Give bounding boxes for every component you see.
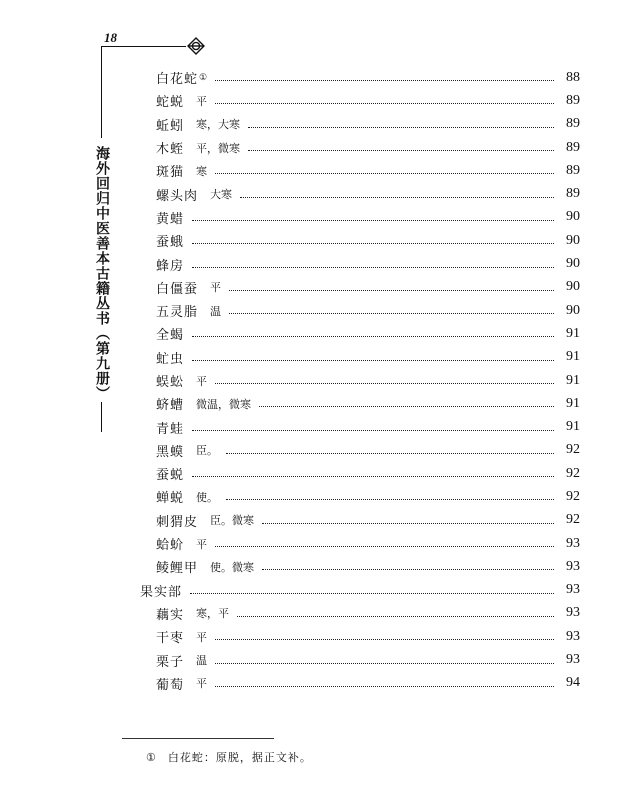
toc-page-number: 88 [566,69,580,85]
toc-entry-note: 寒 [196,164,208,178]
toc-entry-name: 五灵脂 [156,305,199,321]
toc-entry [140,555,580,578]
toc-page-number: 91 [566,349,580,365]
toc-page-number: 89 [566,116,580,132]
toc-entry [140,625,580,648]
toc-entry [140,509,580,532]
toc-page-number: 93 [566,558,580,574]
dot-leader [192,336,554,337]
toc-entry-note: 大寒 [210,188,233,202]
toc-entry-note: 温 [210,304,222,318]
toc-entry-name: 木蛭 [156,142,185,158]
dot-leader [237,616,554,617]
toc-page-number: 93 [566,652,580,668]
toc-page-number: 90 [566,279,580,295]
toc-page-number: 89 [566,186,580,202]
toc-entry-name: 栗子 [156,654,185,670]
toc-page-number: 93 [566,582,580,598]
dot-leader [226,453,554,454]
toc-entry [140,206,580,229]
toc-entry-name: 青蛙 [156,421,185,437]
footnote-rule [122,738,274,739]
toc-page-number: 91 [566,395,580,411]
toc-page-number: 92 [566,512,580,528]
toc-entry-name: 果实部 [140,584,183,600]
dot-leader [215,383,554,384]
toc-entry-name: 刺猬皮 [156,514,199,530]
toc-entry [140,485,580,508]
toc-entry-name: 蛴螬 [156,398,185,414]
toc-page-number: 92 [566,442,580,458]
toc-page-number: 90 [566,256,580,272]
toc-entry-note: 臣。 [196,444,219,458]
toc-entry [140,392,580,415]
dot-leader [215,173,554,174]
toc-entry-note: 平，微寒 [196,141,241,155]
toc-entry [140,136,580,159]
toc-entry [140,252,580,275]
toc-entry [140,322,580,345]
toc-entry-name: 斑猫 [156,165,185,181]
page-number: 18 [104,30,117,45]
ornament-icon [187,37,205,55]
toc-page-number: 90 [566,209,580,225]
toc-entry-name: 蚕蜕 [156,468,185,484]
toc-entry-name: 蝉蜕 [156,491,185,507]
dot-leader [215,546,554,547]
toc-entry-name: 葡萄 [156,677,185,693]
toc-entry [140,66,580,89]
toc-entry [140,672,580,695]
dot-leader [248,150,554,151]
footnote-marker: ① [199,72,208,83]
table-of-contents [140,66,580,695]
dot-leader [192,243,554,244]
toc-entry [140,415,580,438]
toc-page-number: 94 [566,675,580,691]
dot-leader [229,290,554,291]
toc-entry-name: 黑蟆 [156,444,185,460]
toc-entry-note: 寒，大寒 [196,118,241,132]
toc-entry [140,439,580,462]
toc-entry-name: 蚯蚓 [156,118,185,134]
toc-entry [140,299,580,322]
toc-entry [140,113,580,136]
toc-page-number: 89 [566,139,580,155]
toc-entry-name: 黄蜡 [156,211,185,227]
dot-leader [215,80,554,81]
toc-entry [140,602,580,625]
toc-entry-name: 虻虫 [156,351,185,367]
dot-leader [192,267,554,268]
toc-entry [140,648,580,671]
dot-leader [215,663,554,664]
dot-leader [262,523,554,524]
toc-entry-name: 螺头肉 [156,188,199,204]
toc-entry [140,532,580,555]
dot-leader [248,127,554,128]
toc-entry-note: 微温，微寒 [196,397,252,411]
header-rule [102,46,186,47]
toc-entry-note: 平 [196,94,208,108]
toc-page-number: 89 [566,92,580,108]
dot-leader [229,313,554,314]
toc-page-number: 91 [566,372,580,388]
toc-page-number: 91 [566,325,580,341]
toc-entry [140,159,580,182]
toc-entry-note: 臣。微寒 [210,514,255,528]
toc-entry [140,276,580,299]
dot-leader [215,686,554,687]
toc-page-number: 90 [566,232,580,248]
dot-leader [192,360,554,361]
toc-page-number: 89 [566,162,580,178]
toc-entry-note: 平 [196,374,208,388]
dot-leader [262,569,554,570]
footnote [146,749,312,765]
toc-entry [140,369,580,392]
toc-entry-note: 平 [196,537,208,551]
dot-leader [192,476,554,477]
toc-entry-note: 平 [196,630,208,644]
toc-entry [140,229,580,252]
toc-entry-note: 寒，平 [196,607,230,621]
toc-entry-name: 蚕蛾 [156,235,185,251]
toc-entry-name: 藕实 [156,607,185,623]
toc-page-number: 93 [566,628,580,644]
toc-entry-name: 蜂房 [156,258,185,274]
toc-entry-name: 全蝎 [156,328,185,344]
toc-entry-note: 平 [196,677,208,691]
toc-entry-name: 白花蛇 [156,72,199,88]
dot-leader [215,639,554,640]
toc-entry-name: 白僵蚕 [156,281,199,297]
dot-leader [240,197,554,198]
toc-entry-name: 鲮鲤甲 [156,561,199,577]
dot-leader [259,406,554,407]
dot-leader [215,103,554,104]
footnote-mark: ① [146,751,156,764]
dot-leader [192,220,554,221]
toc-entry-name: 蛇蜕 [156,95,185,111]
dot-leader [226,499,554,500]
dot-leader [190,593,554,594]
toc-entry-note: 使。 [196,490,219,504]
toc-page-number: 93 [566,535,580,551]
toc-page-number: 93 [566,605,580,621]
dot-leader [192,430,554,431]
toc-page-number: 92 [566,488,580,504]
toc-page-number: 91 [566,419,580,435]
toc-page-number: 92 [566,465,580,481]
series-title: 海外回归中医善本古籍丛书（第九册） [94,146,110,401]
side-rule-bottom [101,402,102,432]
toc-entry-name: 蜈蚣 [156,375,185,390]
toc-page-number: 90 [566,302,580,318]
toc-entry-note: 平 [210,281,222,295]
toc-entry-name: 干枣 [156,631,185,647]
toc-entry-name: 蛤蚧 [156,538,185,554]
toc-entry [140,462,580,485]
side-rule-top [101,46,102,138]
toc-entry [140,89,580,112]
toc-entry-note: 温 [196,654,208,668]
footnote-text: 白花蛇：原脱，据正文补。 [167,751,312,764]
toc-entry [140,579,580,602]
toc-entry [140,182,580,205]
toc-entry-note: 使。微寒 [210,560,255,574]
toc-entry [140,346,580,369]
